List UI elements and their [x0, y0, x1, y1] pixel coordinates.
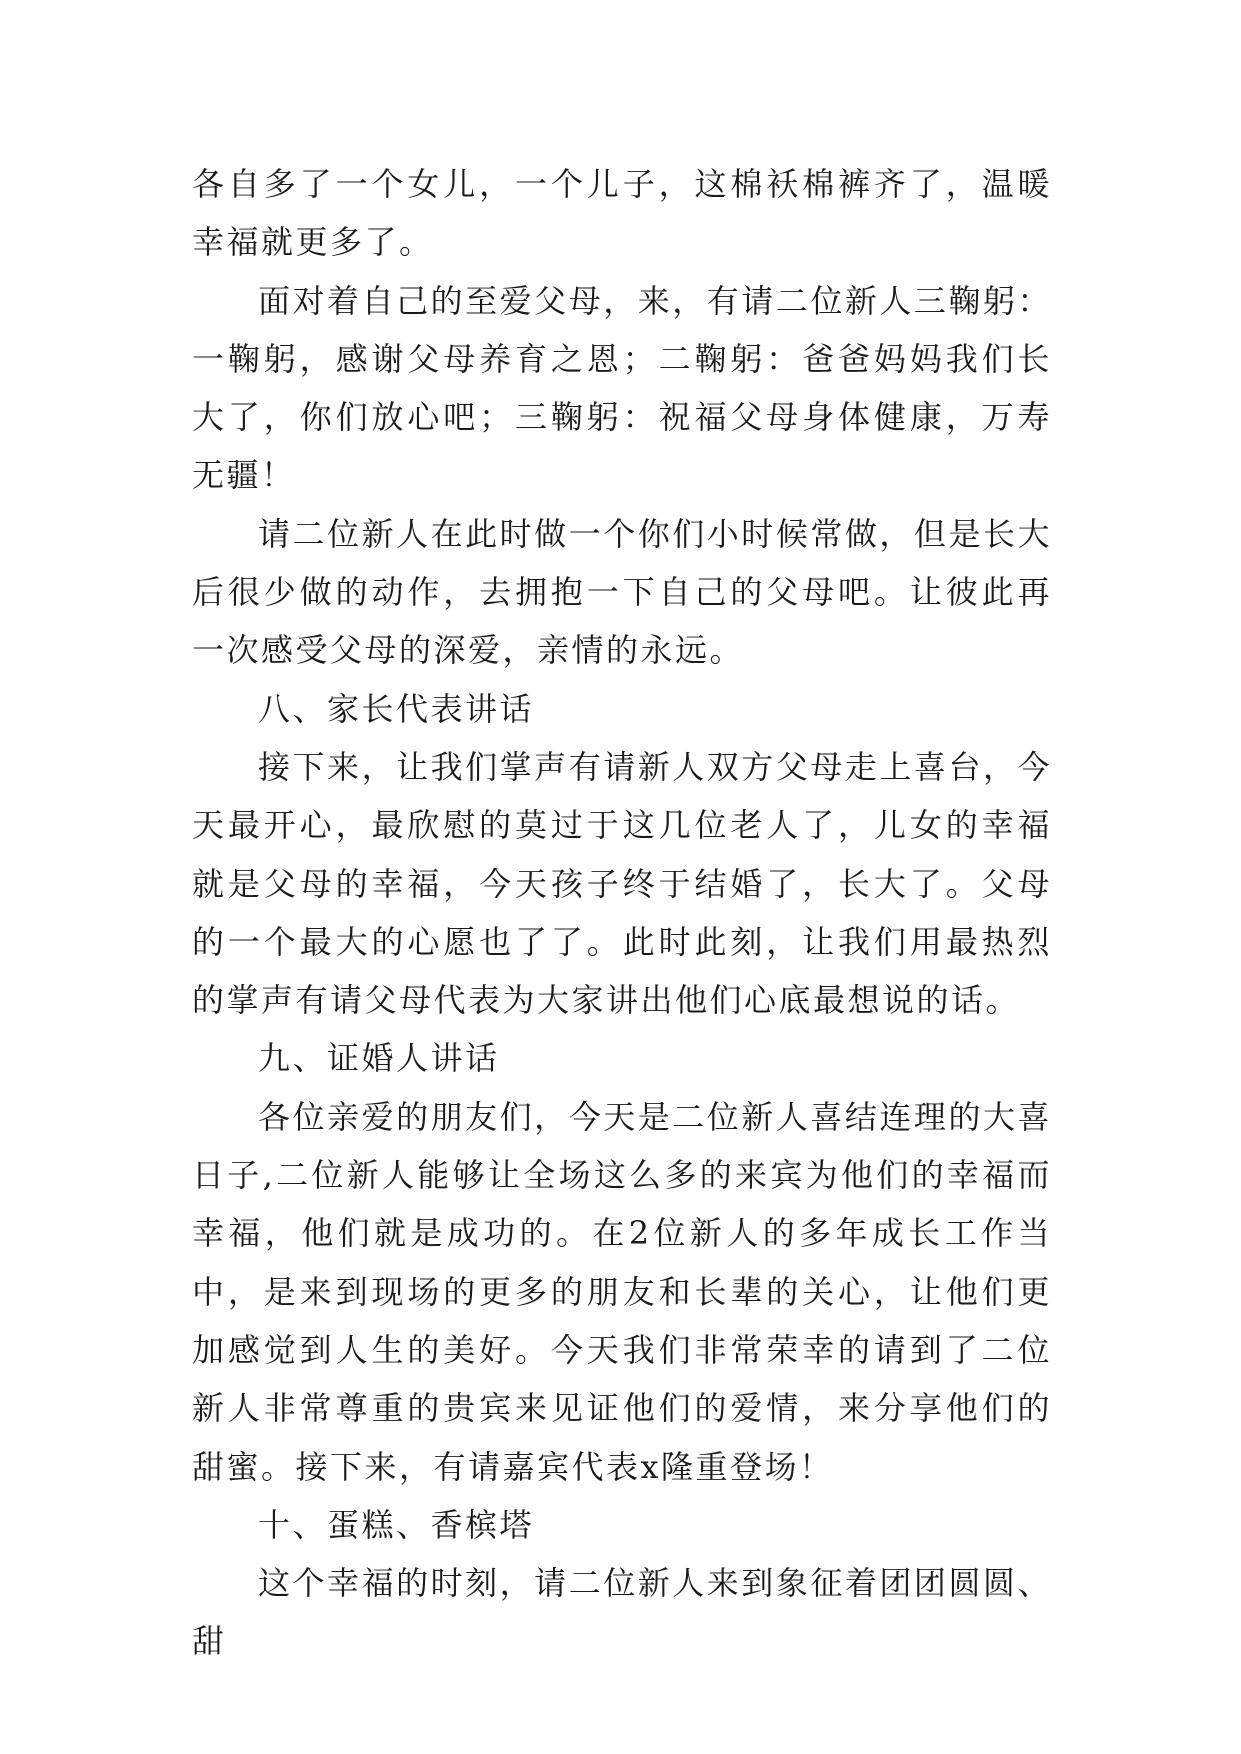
section-heading-parent-speech: 八、家长代表讲话: [258, 689, 535, 728]
document-body: [192, 155, 1052, 1671]
paragraph-witness-speech: 各位亲爱的朋友们，今天是二位新人喜结连理的大喜日子,二位新人能够让全场这么多的来宾为他们的幸福而幸福，他们就是成功的。在2位新人的多年成长工作当中，是来到现场的更多的朋友和长辈的关心，让他们更加感觉到人生的美好。今天我们非常荣幸的请到了二位新人非常尊重的贵宾来见证他们的爱情，来分享他们的甜蜜。接下来，有请嘉宾代表x隆重登场！: [192, 1097, 1052, 1486]
section-heading-cake-champagne: 十、蛋糕、香槟塔: [258, 1505, 535, 1544]
paragraph-cake-champagne: 这个幸福的时刻，请二位新人来到象征着团团圆圆、甜: [192, 1564, 1052, 1661]
section-heading-witness-speech: 九、证婚人讲话: [258, 1039, 500, 1078]
paragraph-bow-to-parents: 面对着自己的至爱父母，来，有请二位新人三鞠躬：一鞠躬，感谢父母养育之恩；二鞠躬：爸爸妈妈我们长大了，你们放心吧；三鞠躬：祝福父母身体健康，万寿无疆！: [192, 281, 1052, 495]
paragraph-parent-speech: 接下来，让我们掌声有请新人双方父母走上喜台，今天最开心，最欣慰的莫过于这几位老人了，儿女的幸福就是父母的幸福，今天孩子终于结婚了，长大了。父母的一个最大的心愿也了了。此时此刻，让我们用最热烈的掌声有请父母代表为大家讲出他们心底最想说的话。: [192, 747, 1052, 1020]
paragraph-hug-parents: 请二位新人在此时做一个你们小时候常做，但是长大后很少做的动作，去拥抱一下自己的父母吧。让彼此再一次感受父母的深爱，亲情的永远。: [192, 514, 1052, 670]
paragraph-continuation: 各自多了一个女儿，一个儿子，这棉袄棉裤齐了，温暖幸福就更多了。: [192, 165, 1052, 262]
